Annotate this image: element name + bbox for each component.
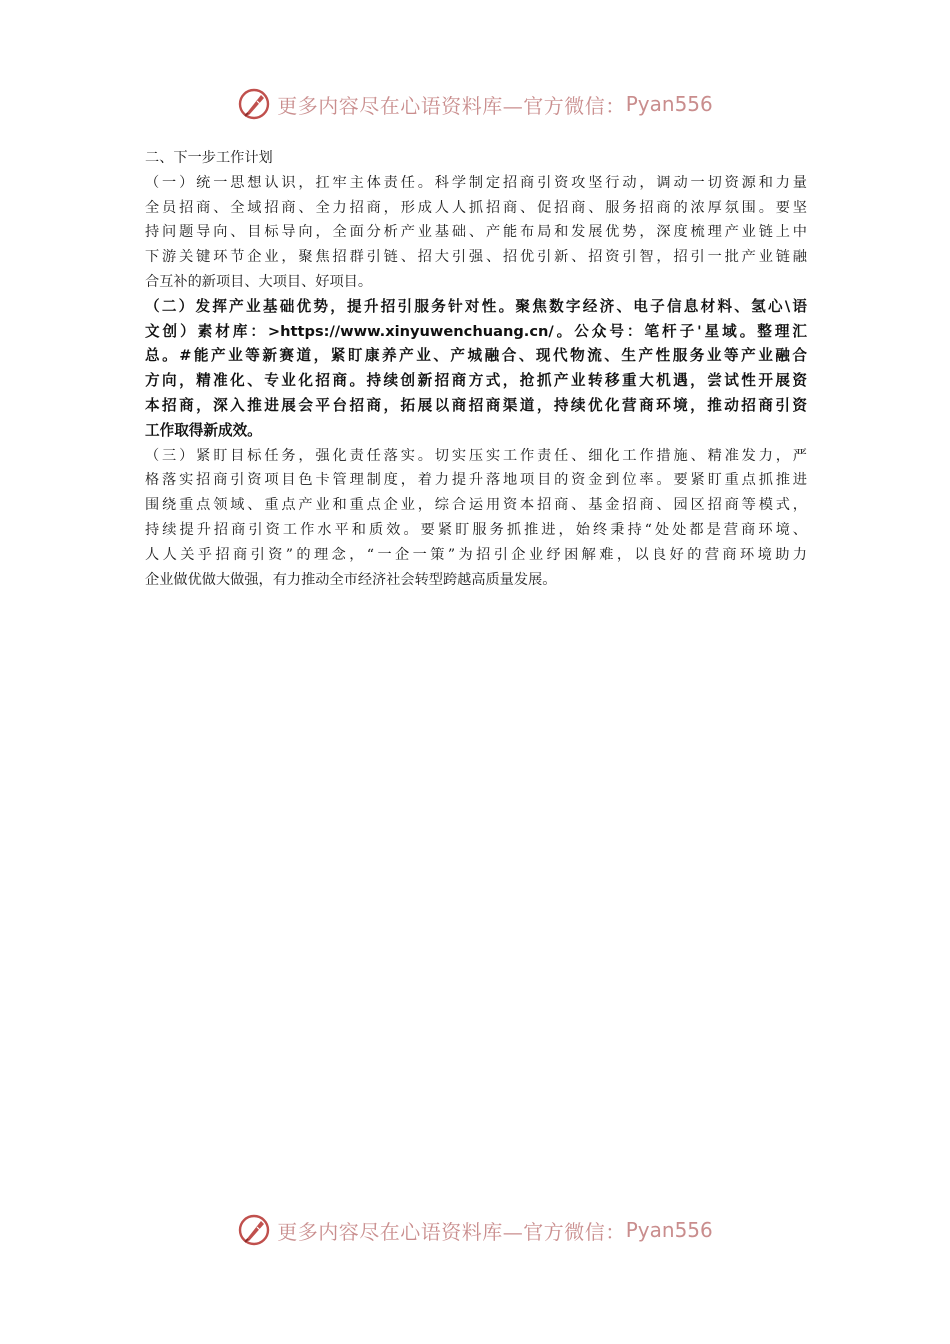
paragraph-line: 方向，精准化、专业化招商。持续创新招商方式，抢抓产业转移重大机遇，尝试性开展资 [145,372,807,390]
quill-logo-icon [237,87,271,121]
watermark-wechat-id: Pyan556 [625,1218,713,1242]
watermark-wechat-id: Pyan556 [625,92,713,116]
watermark-text: 更多内容尽在心语资料库—官方微信： [277,1219,626,1244]
paragraph-line: 下游关键环节企业，聚焦招群引链、招大引强、招优引新、招资引智，招引一批产业链融 [145,249,807,266]
watermark-text: 更多内容尽在心语资料库—官方微信： [277,93,626,118]
paragraph-line: 围绕重点领域、重点产业和重点企业，综合运用资本招商、基金招商、园区招商等模式， [145,497,807,514]
paragraph-1 [145,171,807,295]
section-heading: 二、下一步工作计划 [145,150,273,166]
paragraph-line: 持续提升招商引资工作水平和质效。要紧盯服务抓推进，始终秉持“处处都是营商环境、 [145,521,807,538]
paragraph-line: 总。#能产业等新赛道，紧盯康养产业、产城融合、现代物流、生产性服务业等产业融合 [145,347,807,365]
header-watermark [0,84,950,124]
paragraph-line: 企业做优做大做强，有力推动全市经济社会转型跨越高质量发展。 [145,571,557,588]
paragraph-line: 人人关乎招商引资”的理念，“一企一策”为招引企业纾困解难，以良好的营商环境助力 [145,546,807,563]
paragraph-line: 格落实招商引资项目色卡管理制度，着力提升落地项目的资金到位率。要紧盯重点抓推进 [145,472,807,489]
paragraph-2 [145,295,807,444]
paragraph-line: 本招商，深入推进展会平台招商，拓展以商招商渠道，持续优化营商环境，推动招商引资 [145,396,807,414]
paragraph-line: 文创）素材库：>https://www.xinyuwenchuang.cn/。公众号：笔杆子'星域。整理汇 [145,322,807,340]
paragraph-line: 持问题导向、目标导向，全面分析产业基础、产能布局和发展优势，深度梳理产业链上中 [145,224,807,241]
paragraph-line: 合互补的新项目、大项目、好项目。 [145,273,373,290]
paragraph-3 [145,444,807,593]
paragraph-line: 工作取得新成效。 [145,421,262,439]
quill-logo-icon [237,1213,271,1247]
paragraph-line: （三）紧盯目标任务，强化责任落实。切实压实工作责任、细化工作措施、精准发力，严 [145,447,807,464]
paragraph-line: （一）统一思想认识，扛牢主体责任。科学制定招商引资攻坚行动，调动一切资源和力量 [145,174,807,191]
paragraph-line: （二）发挥产业基础优势，提升招引服务针对性。聚焦数字经济、电子信息材料、氢心\语 [145,297,807,315]
paragraph-line: 全员招商、全域招商、全力招商，形成人人抓招商、促招商、服务招商的浓厚氛围。要坚 [145,199,807,216]
footer-watermark [0,1210,950,1250]
document-body [145,146,807,592]
